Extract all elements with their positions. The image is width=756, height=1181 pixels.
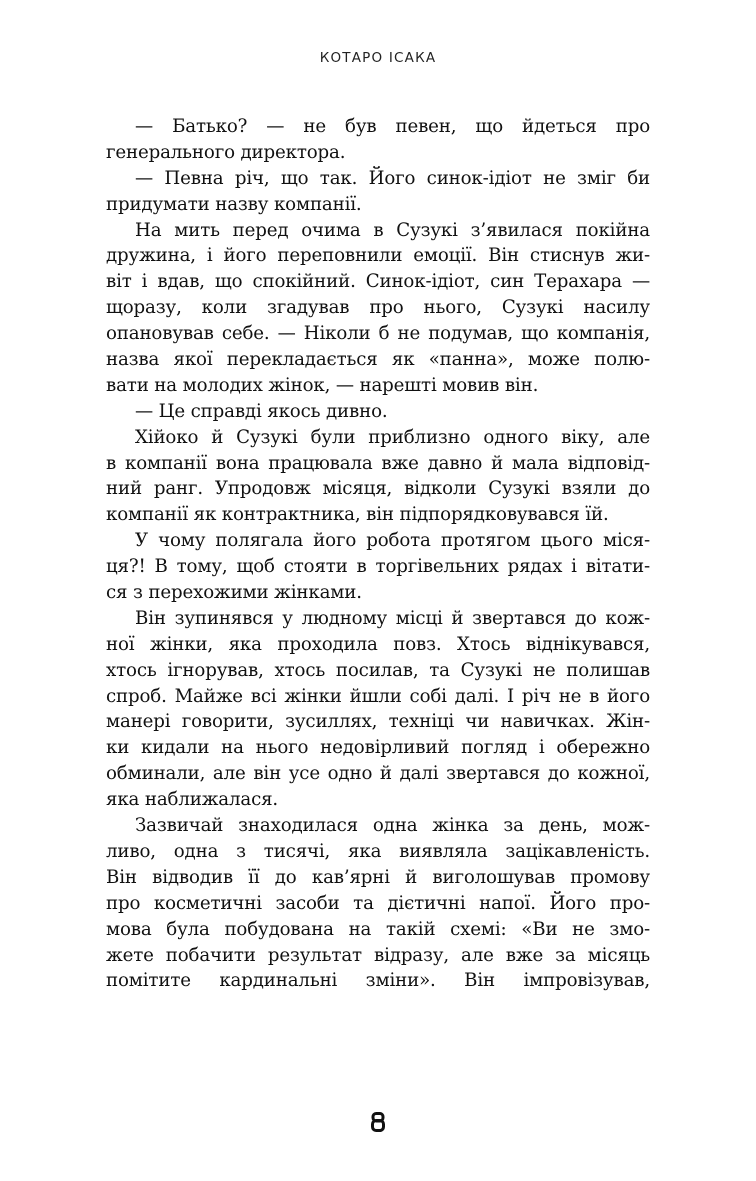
text-line: манері говорити, зусиллях, техніці чи навичках. Жін-	[106, 711, 650, 733]
text-line: хтось ігнорував, хтось посилав, та Сузукі не полишав	[106, 659, 650, 681]
running-header: КОТАРО ІСАКА	[319, 50, 437, 66]
text-line: про косметичні засоби та дієтичні напої. Його про-	[106, 892, 650, 914]
paragraph	[106, 528, 650, 606]
text-line: Він зупинявся у людному місці й звертався до кож-	[135, 607, 650, 629]
text-line: — Певна річ, що так. Його синок-ідіот не зміг би	[135, 167, 650, 189]
text-line: ної жінки, яка проходила повз. Хтось віднікувався,	[106, 633, 650, 655]
text-line: ки кидали на нього недовірливий погляд і обережно	[106, 737, 650, 759]
text-line: — Це справді якось дивно.	[135, 400, 388, 422]
text-line: ний ранг. Упродовж місяця, відколи Сузукі взяли до	[106, 478, 650, 500]
text-line: генерального директора.	[106, 141, 346, 163]
text-line: ця?! В тому, щоб стояти в торгівельних рядах і вітати-	[106, 556, 650, 578]
text-line: в компанії вона працювала вже давно й мала відповід-	[106, 452, 650, 474]
paragraph	[106, 218, 650, 399]
text-line: компанії як контрактника, він підпорядковувався їй.	[106, 504, 609, 526]
paragraph	[106, 114, 650, 166]
text-line: жете побачити результат відразу, але вже за місяць	[106, 944, 650, 966]
text-line: — Батько? — не був певен, що йдеться про	[135, 116, 650, 137]
text-line: Зазвичай знаходилася одна жінка за день, мож-	[135, 815, 650, 837]
body-text	[106, 114, 650, 994]
paragraph	[106, 606, 650, 813]
text-line: щоразу, коли згадував про нього, Сузукі насилу	[106, 297, 650, 319]
text-line: придумати назву компанії.	[106, 193, 362, 215]
text-line: спроб. Майже всі жінки йшли собі далі. І річ не в його	[106, 685, 650, 707]
page-number-glyph	[371, 1112, 385, 1132]
text-line: ся з перехожими жінками.	[106, 582, 362, 604]
text-line: дружина, і його переповнили емоції. Він стиснув жи-	[106, 245, 650, 267]
text-line: опановував себе. — Ніколи б не подумав, що компанія,	[106, 323, 650, 345]
paragraph	[106, 399, 650, 425]
text-line: вати на молодих жінок, — нарешті мовив він.	[106, 374, 539, 396]
paragraph	[106, 166, 650, 218]
text-line: помітите кардинальні зміни». Він імпровізував,	[106, 970, 650, 992]
text-line: обминали, але він усе одно й далі звертався до кожної,	[106, 763, 650, 785]
text-line: На мить перед очима в Сузукі з’явилася покійна	[135, 219, 650, 241]
page-number	[0, 1110, 756, 1134]
paragraph	[106, 813, 650, 994]
text-line: яка наближалася.	[106, 789, 279, 811]
text-line: У чому полягала його робота протягом цього міся-	[135, 530, 650, 552]
text-line: назва якої перекладається як «панна», може полю-	[106, 349, 650, 371]
text-line: ливо, одна з тисячі, яка виявляла зацікавленість.	[106, 840, 650, 862]
text-line: Хійоко й Сузукі були приблизно одного віку, але	[135, 426, 650, 448]
paragraph	[106, 425, 650, 529]
text-line: мова була побудована на такій схемі: «Ви не змо-	[106, 918, 650, 940]
text-line: Він відводив її до кав’ярні й виголошував промову	[106, 866, 650, 888]
text-line: віт і вдав, що спокійний. Синок-ідіот, син Терахара —	[106, 271, 650, 293]
